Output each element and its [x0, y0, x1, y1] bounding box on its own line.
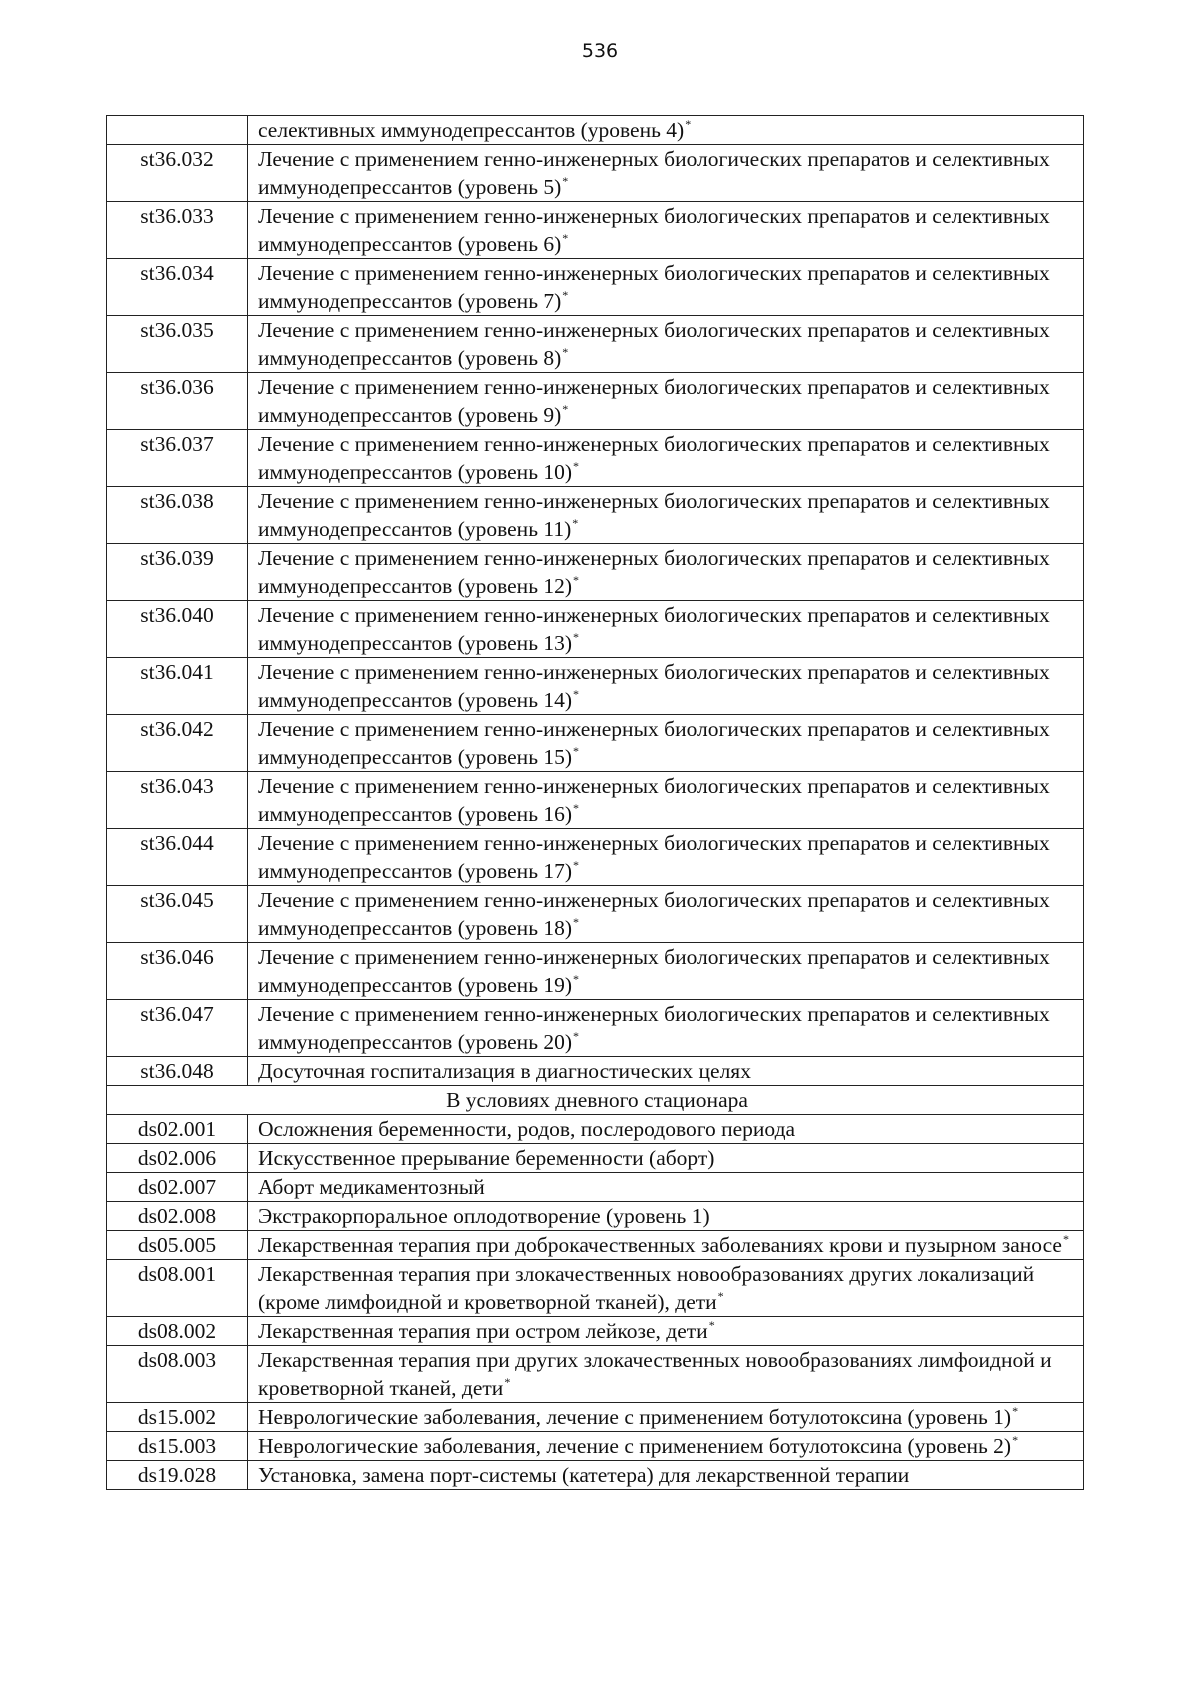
- footnote-marker: *: [573, 915, 580, 929]
- footnote-marker: *: [1012, 1433, 1019, 1447]
- name-text: Лечение с применением генно-инженерных биологических препаратов и селективных иммунодепрессантов (уровень 8): [258, 318, 1050, 370]
- code-cell: ds19.028: [107, 1461, 248, 1490]
- code-cell: ds08.002: [107, 1317, 248, 1346]
- footnote-marker: *: [708, 1318, 715, 1332]
- name-cell: [248, 1432, 1084, 1461]
- footnote-marker: *: [573, 744, 580, 758]
- name-text: Досуточная госпитализация в диагностических целях: [258, 1059, 751, 1083]
- code-cell: ds08.001: [107, 1260, 248, 1317]
- name-cell: [248, 116, 1084, 145]
- code-cell: st36.040: [107, 601, 248, 658]
- table-row: [107, 1173, 1084, 1202]
- footnote-marker: *: [572, 516, 579, 530]
- table-row: [107, 259, 1084, 316]
- table-row: [107, 601, 1084, 658]
- footnote-marker: *: [573, 573, 580, 587]
- code-cell: st36.038: [107, 487, 248, 544]
- footnote-marker: *: [717, 1289, 724, 1303]
- name-cell: [248, 487, 1084, 544]
- table-row: [107, 1202, 1084, 1231]
- name-cell: [248, 715, 1084, 772]
- code-cell: [107, 116, 248, 145]
- name-text: Лечение с применением генно-инженерных биологических препаратов и селективных иммунодепрессантов (уровень 15): [258, 717, 1050, 769]
- name-cell: [248, 1115, 1084, 1144]
- code-cell: st36.046: [107, 943, 248, 1000]
- name-cell: [248, 1231, 1084, 1260]
- table-row: [107, 715, 1084, 772]
- name-text: Лечение с применением генно-инженерных биологических препаратов и селективных иммунодепрессантов (уровень 9): [258, 375, 1050, 427]
- code-cell: st36.045: [107, 886, 248, 943]
- table-row: [107, 772, 1084, 829]
- name-text: Лечение с применением генно-инженерных биологических препаратов и селективных иммунодепрессантов (уровень 10): [258, 432, 1050, 484]
- table-row: [107, 886, 1084, 943]
- footnote-marker: *: [562, 402, 569, 416]
- code-cell: st36.033: [107, 202, 248, 259]
- footnote-marker: *: [685, 117, 692, 131]
- table-row: [107, 1231, 1084, 1260]
- table-row: [107, 1000, 1084, 1057]
- name-cell: [248, 1346, 1084, 1403]
- table-row: [107, 1346, 1084, 1403]
- footnote-marker: *: [573, 459, 580, 473]
- footnote-marker: *: [573, 1029, 580, 1043]
- code-cell: st36.044: [107, 829, 248, 886]
- code-cell: st36.035: [107, 316, 248, 373]
- name-text: Лечение с применением генно-инженерных биологических препаратов и селективных иммунодепрессантов (уровень 20): [258, 1002, 1050, 1054]
- name-cell: [248, 145, 1084, 202]
- code-cell: st36.039: [107, 544, 248, 601]
- code-cell: st36.047: [107, 1000, 248, 1057]
- name-cell: [248, 943, 1084, 1000]
- code-cell: st36.042: [107, 715, 248, 772]
- name-cell: [248, 886, 1084, 943]
- code-cell: ds02.008: [107, 1202, 248, 1231]
- code-cell: st36.034: [107, 259, 248, 316]
- code-cell: ds15.003: [107, 1432, 248, 1461]
- name-text: Лечение с применением генно-инженерных биологических препаратов и селективных иммунодепрессантов (уровень 18): [258, 888, 1050, 940]
- table-row: [107, 1432, 1084, 1461]
- table-row: [107, 487, 1084, 544]
- section-title: В условиях дневного стационара: [107, 1086, 1084, 1115]
- table-row: [107, 829, 1084, 886]
- table-row: [107, 1317, 1084, 1346]
- footnote-marker: *: [562, 231, 569, 245]
- table-row: [107, 943, 1084, 1000]
- footnote-marker: *: [562, 174, 569, 188]
- table-row: [107, 145, 1084, 202]
- name-cell: [248, 316, 1084, 373]
- footnote-marker: *: [562, 345, 569, 359]
- footnote-marker: *: [562, 288, 569, 302]
- footnote-marker: *: [573, 858, 580, 872]
- name-text: Лекарственная терапия при злокачественных новообразованиях других локализаций (кроме лимфоидной и кроветворной тканей), дети: [258, 1262, 1035, 1314]
- code-cell: ds02.001: [107, 1115, 248, 1144]
- name-cell: [248, 1461, 1084, 1490]
- name-cell: [248, 544, 1084, 601]
- code-cell: ds08.003: [107, 1346, 248, 1403]
- name-cell: [248, 772, 1084, 829]
- table-row: [107, 1115, 1084, 1144]
- table-row: [107, 116, 1084, 145]
- table-body: [107, 116, 1084, 1490]
- name-text: Экстракорпоральное оплодотворение (уровень 1): [258, 1204, 710, 1228]
- name-text: Лечение с применением генно-инженерных биологических препаратов и селективных иммунодепрессантов (уровень 17): [258, 831, 1050, 883]
- table-row: [107, 1057, 1084, 1086]
- footnote-marker: *: [504, 1375, 511, 1389]
- name-cell: [248, 1202, 1084, 1231]
- name-cell: [248, 829, 1084, 886]
- name-text: Осложнения беременности, родов, послеродового периода: [258, 1117, 796, 1141]
- table-row: [107, 1403, 1084, 1432]
- name-text: Неврологические заболевания, лечение с применением ботулотоксина (уровень 2): [258, 1434, 1012, 1458]
- name-text: Установка, замена порт-системы (катетера) для лекарственной терапии: [258, 1463, 910, 1487]
- table-row: [107, 1144, 1084, 1173]
- name-cell: [248, 430, 1084, 487]
- footnote-marker: *: [573, 801, 580, 815]
- name-text: Лечение с применением генно-инженерных биологических препаратов и селективных иммунодепрессантов (уровень 12): [258, 546, 1050, 598]
- table-row: [107, 316, 1084, 373]
- name-text: Лечение с применением генно-инженерных биологических препаратов и селективных иммунодепрессантов (уровень 6): [258, 204, 1050, 256]
- footnote-marker: *: [573, 687, 580, 701]
- table-row: [107, 373, 1084, 430]
- name-text: Лечение с применением генно-инженерных биологических препаратов и селективных иммунодепрессантов (уровень 19): [258, 945, 1050, 997]
- footnote-marker: *: [1012, 1404, 1019, 1418]
- table-row: [107, 1461, 1084, 1490]
- name-cell: [248, 601, 1084, 658]
- footnote-marker: *: [1062, 1232, 1069, 1246]
- name-text: Аборт медикаментозный: [258, 1175, 485, 1199]
- name-text: Лечение с применением генно-инженерных биологических препаратов и селективных иммунодепрессантов (уровень 14): [258, 660, 1050, 712]
- name-cell: [248, 1403, 1084, 1432]
- name-text: Лечение с применением генно-инженерных биологических препаратов и селективных иммунодепрессантов (уровень 16): [258, 774, 1050, 826]
- name-cell: [248, 1057, 1084, 1086]
- code-cell: ds15.002: [107, 1403, 248, 1432]
- table-row: [107, 544, 1084, 601]
- name-cell: [248, 1000, 1084, 1057]
- footnote-marker: *: [573, 630, 580, 644]
- code-cell: st36.041: [107, 658, 248, 715]
- name-cell: [248, 259, 1084, 316]
- code-cell: st36.032: [107, 145, 248, 202]
- name-text: Лечение с применением генно-инженерных биологических препаратов и селективных иммунодепрессантов (уровень 11): [258, 489, 1050, 541]
- name-text: Лекарственная терапия при остром лейкозе, дети: [258, 1319, 708, 1343]
- name-cell: [248, 1144, 1084, 1173]
- code-cell: st36.036: [107, 373, 248, 430]
- tariff-table: [106, 115, 1084, 1490]
- name-text: Лечение с применением генно-инженерных биологических препаратов и селективных иммунодепрессантов (уровень 13): [258, 603, 1050, 655]
- section-row: [107, 1086, 1084, 1115]
- name-text: Лекарственная терапия при других злокачественных новообразованиях лимфоидной и кроветворной тканей, дети: [258, 1348, 1052, 1400]
- name-text: Лекарственная терапия при доброкачественных заболеваниях крови и пузырном заносе: [258, 1233, 1062, 1257]
- name-text: Лечение с применением генно-инженерных биологических препаратов и селективных иммунодепрессантов (уровень 7): [258, 261, 1050, 313]
- footnote-marker: *: [573, 972, 580, 986]
- table-row: [107, 658, 1084, 715]
- name-text: Искусственное прерывание беременности (аборт): [258, 1146, 715, 1170]
- code-cell: st36.037: [107, 430, 248, 487]
- table-row: [107, 202, 1084, 259]
- code-cell: st36.048: [107, 1057, 248, 1086]
- name-text: селективных иммунодепрессантов (уровень 4): [258, 118, 685, 142]
- table-row: [107, 430, 1084, 487]
- name-cell: [248, 1173, 1084, 1202]
- code-cell: ds02.006: [107, 1144, 248, 1173]
- page-number: 536: [581, 40, 619, 62]
- code-cell: st36.043: [107, 772, 248, 829]
- name-cell: [248, 1317, 1084, 1346]
- code-cell: ds05.005: [107, 1231, 248, 1260]
- name-cell: [248, 373, 1084, 430]
- table-row: [107, 1260, 1084, 1317]
- name-cell: [248, 202, 1084, 259]
- name-text: Неврологические заболевания, лечение с применением ботулотоксина (уровень 1): [258, 1405, 1012, 1429]
- name-text: Лечение с применением генно-инженерных биологических препаратов и селективных иммунодепрессантов (уровень 5): [258, 147, 1050, 199]
- name-cell: [248, 1260, 1084, 1317]
- code-cell: ds02.007: [107, 1173, 248, 1202]
- name-cell: [248, 658, 1084, 715]
